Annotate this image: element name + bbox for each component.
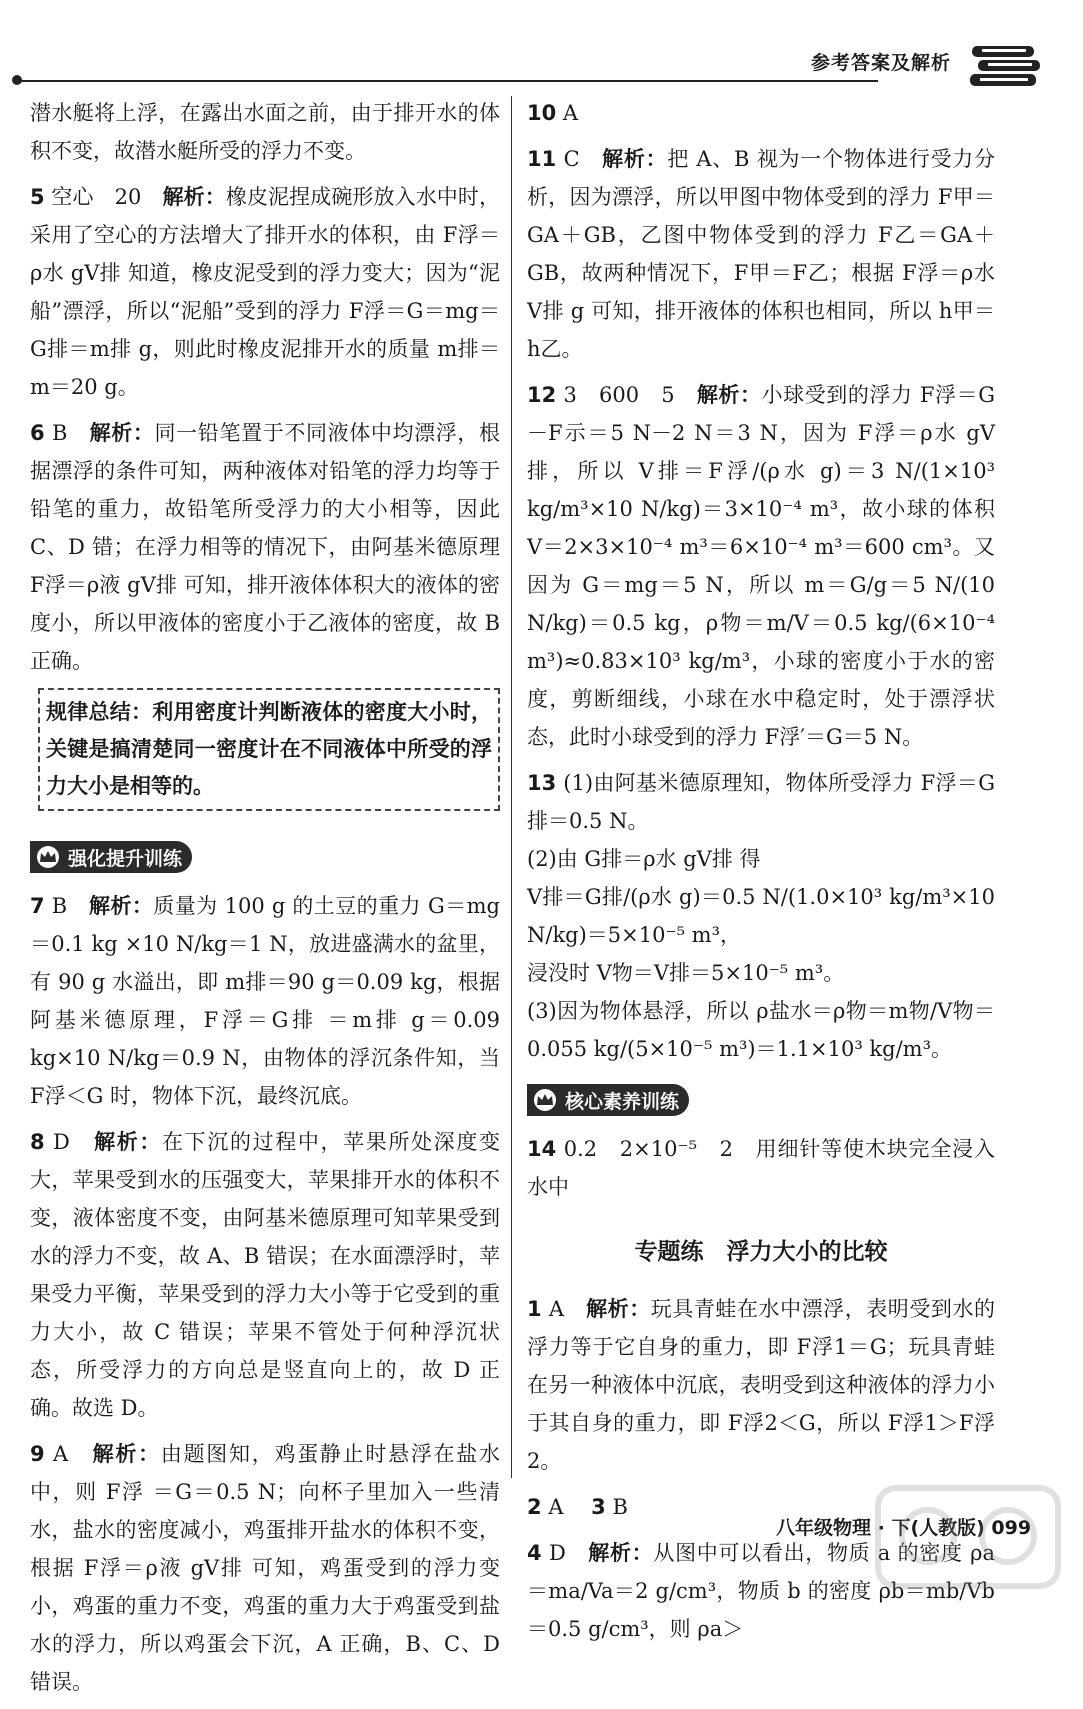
section-title: 专题练 浮力大小的比较	[634, 1239, 888, 1265]
analysis-label: 解析：	[588, 1541, 654, 1565]
analysis-label: 解析：	[89, 894, 154, 918]
answer-text: B	[612, 1495, 628, 1519]
answer-number: 8	[30, 1130, 45, 1154]
answer-number: 11	[527, 147, 557, 171]
answer-13-line	[527, 764, 995, 840]
answer-9	[30, 1435, 500, 1701]
header-title: 参考答案及解析	[811, 52, 952, 74]
analysis-label: 解析：	[94, 1130, 163, 1154]
answer-text: A	[53, 1442, 93, 1466]
answer-6	[30, 414, 500, 680]
answer-text: D	[549, 1541, 589, 1565]
analysis-label: 解析：	[89, 421, 155, 445]
section-banner-core	[527, 1084, 689, 1116]
intro-paragraph: 潜水艇将上浮，在露出水面之前，由于排开水的体积不变，故潜水艇所受的浮力不变。	[30, 101, 500, 163]
answer-number: 5	[30, 185, 45, 209]
books-icon	[968, 42, 1044, 92]
answer-number: 1	[527, 1297, 542, 1321]
answer-14	[527, 1130, 995, 1206]
answer-13	[527, 764, 995, 1068]
header-rule	[18, 80, 878, 82]
answer-number: 14	[527, 1137, 557, 1161]
answer-number: 7	[30, 894, 45, 918]
answer-number: 10	[527, 101, 557, 125]
analysis-label: 解析：	[92, 1442, 161, 1466]
analysis-body: 从图中可以看出，物质 a 的密度 ρa＝ma/Va＝2 g/cm³，物质 b 的密度 ρb＝mb/Vb＝0.5 g/cm³，则 ρa＞	[527, 1541, 996, 1641]
answer-10	[527, 94, 995, 132]
answer-13-line-5: (3)因为物体悬浮，所以 ρ盐水＝ρ物＝m物/V物＝0.055 kg/(5×10⁻⁵ m³)＝1.1×10³ kg/m³。	[527, 999, 995, 1061]
answer-text: 3 600 5	[563, 383, 697, 407]
analysis-label: 解析：	[586, 1297, 651, 1321]
answer-number: 3	[591, 1495, 606, 1519]
analysis-body: 由题图知，鸡蛋静止时悬浮在盐水中，则 F浮 ＝G＝0.5 N；向杯子里加入一些清水，盐水的密度减小，鸡蛋排开盐水的体积不变，根据 F浮＝ρ液 gV排 可知，鸡蛋受到的浮力变小，鸡蛋的重力不变，鸡蛋的重力大于鸡蛋受到盐水的浮力，所以鸡蛋会下沉，A 正确，B、C、D 错误。	[30, 1442, 501, 1694]
left-column	[30, 94, 500, 1709]
answer-number: 2	[527, 1495, 542, 1519]
answer-11	[527, 140, 995, 368]
watermark-logo	[868, 1478, 1068, 1596]
answer-text: A	[548, 1495, 585, 1519]
analysis-body: 质量为 100 g 的土豆的重力 G＝mg＝0.1 kg ×10 N/kg＝1 N，放进盛满水的盆里，有 90 g 水溢出，即 m排＝90 g＝0.09 kg，根据阿基米德原理，F浮＝G排 ＝m排 g＝0.09 kg×10 N/kg＝0.9 N，由物体的浮沉条件知，当 F浮＜G 时，物体下沉，最终沉底。	[30, 894, 501, 1108]
analysis-label: 解析：	[162, 185, 226, 209]
answer-number: 4	[527, 1541, 542, 1565]
answer-number: 12	[527, 383, 557, 407]
answer-13-line-4: 浸没时 V物＝V排＝5×10⁻⁵ m³。	[527, 961, 845, 985]
answer-text: B	[51, 421, 90, 445]
answer-13-line-2: (2)由 G排＝ρ水 gV排 得	[527, 847, 761, 871]
answer-text: 空心 20	[51, 185, 163, 209]
rule-summary-box	[38, 688, 500, 811]
page-footer: 八年级物理 · 下(人教版) 099	[776, 1517, 1032, 1539]
answer-text: D	[52, 1130, 95, 1154]
analysis-body: 橡皮泥捏成碗形放入水中时，采用了空心的方法增大了排开水的体积，由 F浮＝ρ水 gV排 知道，橡皮泥受到的浮力变大；因为“泥船”漂浮，所以“泥船”受到的浮力 F浮＝G＝mg＝G排＝m排 g，则此时橡皮泥排开水的质量 m排＝m＝20 g。	[30, 185, 500, 399]
section-banner-strengthen	[30, 841, 192, 873]
answer-8	[30, 1123, 500, 1427]
crown-icon	[531, 1088, 559, 1112]
answer-number: 13	[527, 771, 557, 795]
answer-text: 0.2 2×10⁻⁵ 2 用细针等使木块完全浸入水中	[527, 1137, 995, 1199]
answer-number: 6	[30, 421, 45, 445]
answer-12	[527, 376, 995, 756]
analysis-label: 解析：	[696, 383, 762, 407]
analysis-body: 把 A、B 视为一个物体进行受力分析，因为漂浮，所以甲图中物体受到的浮力 F甲＝GA＋GB，乙图中物体受到的浮力 F乙＝GA＋GB，故两种情况下，F甲＝F乙；根据 F浮＝ρ水 V排 g 可知，排开液体的体积也相同，所以 h甲＝h乙。	[527, 147, 996, 361]
answer-text: A	[548, 1297, 587, 1321]
answer-text: C	[563, 147, 603, 171]
answer-number: 9	[30, 1442, 45, 1466]
banner-label: 核心素养训练	[565, 1090, 680, 1113]
column-divider	[511, 96, 512, 1478]
rule-summary-text: 规律总结：利用密度计判断液体的密度大小时，关键是搞清楚同一密度计在不同液体中所受的浮力大小是相等的。	[46, 700, 492, 798]
answer-text: A	[562, 101, 579, 125]
answer-7	[30, 887, 500, 1115]
answer-13-line-3: V排＝G排/(ρ水 g)＝0.5 N/(1.0×10³ kg/m³×10 N/kg)＝5×10⁻⁵ m³，	[527, 885, 995, 947]
analysis-body: 玩具青蛙在水中漂浮，表明受到水的浮力等于它自身的重力，即 F浮1＝G；玩具青蛙在另一种液体中沉底，表明受到这种液体的浮力小于其自身的重力，即 F浮2＜G，所以 F浮1＞F浮2。	[527, 1297, 996, 1473]
answer-5	[30, 178, 500, 406]
right-column	[527, 94, 995, 1656]
analysis-body: 同一铅笔置于不同液体中均漂浮，根据漂浮的条件可知，两种液体对铅笔的浮力均等于铅笔的重力，故铅笔所受浮力的大小相等，因此 C、D 错；在浮力相等的情况下，由阿基米德原理 F浮＝ρ液 gV排 可知，排开液体体积大的液体的密度小，所以甲液体的密度小于乙液体的密度，故 B 正确。	[30, 421, 501, 673]
crown-icon	[34, 845, 62, 869]
special-answer-1	[527, 1290, 995, 1480]
page-header	[18, 36, 1063, 90]
analysis-label: 解析：	[602, 147, 668, 171]
analysis-body: 在下沉的过程中，苹果所处深度变大，苹果受到水的压强变大，苹果排开水的体积不变，液体密度不变，由阿基米德原理可知苹果受到水的浮力不变，故 A、B 错误；在水面漂浮时，苹果受力平衡，苹果受到的浮力大小等于它受到的重力大小，故 C 错误；苹果不管处于何种浮沉状态，所受浮力的方向总是竖直向上的，故 D 正确。故选 D。	[30, 1130, 501, 1420]
banner-label: 强化提升训练	[68, 847, 183, 870]
answer-text: B	[51, 894, 90, 918]
analysis-body: 小球受到的浮力 F浮＝G－F示＝5 N－2 N＝3 N，因为 F浮＝ρ水 gV排，所以 V排＝F浮/(ρ水 g)＝3 N/(1×10³ kg/m³×10 N/kg)＝3×10⁻⁴ m³，故小球的体积 V＝2×3×10⁻⁴ m³＝6×10⁻⁴ m³＝600 cm³。又因为 G＝mg＝5 N，所以 m＝G/g＝5 N/(10 N/kg)＝0.5 kg，ρ物＝m/V＝0.5 kg/(6×10⁻⁴ m³)≈0.83×10³ kg/m³，小球的密度小于水的密度，剪断细线，小球在水中稳定时，处于漂浮状态，此时小球受到的浮力 F浮′＝G＝5 N。	[527, 383, 995, 749]
answer-13-line-1: (1)由阿基米德原理知，物体所受浮力 F浮＝G排＝0.5 N。	[527, 771, 995, 833]
